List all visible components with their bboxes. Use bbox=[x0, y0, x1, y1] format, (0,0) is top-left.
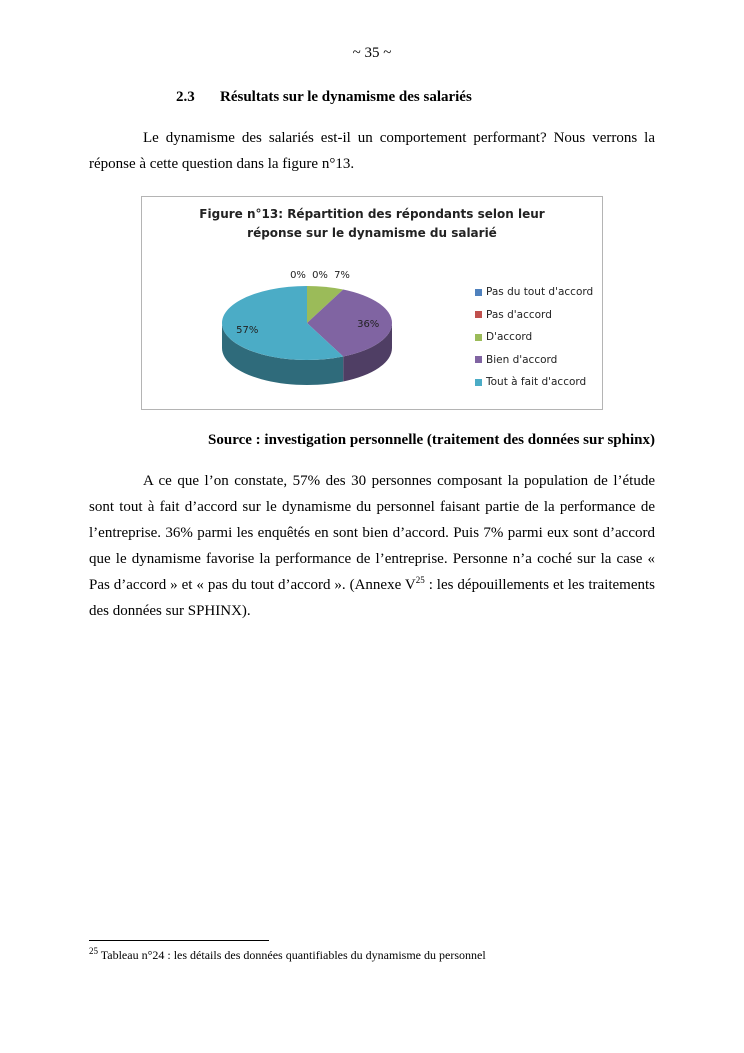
legend-swatch-2 bbox=[475, 334, 482, 341]
footnote-text: Tableau n°24 : les détails des données quantifiables du dynamisme du personnel bbox=[98, 948, 486, 962]
legend-swatch-0 bbox=[475, 289, 482, 296]
intro-text: Le dynamisme des salariés est-il un comportement performant? Nous verrons la réponse à cette question dans la figure n°13. bbox=[89, 130, 655, 172]
analysis-text: A ce que l’on constate, 57% des 30 personnes composant la population de l’étude sont tout à fait d’accord sur le dynamisme du personnel faisant partie de la performance de l’entreprise. 36% parmi les enquêtés en sont bien d’accord. Puis 7% parmi eux sont d’accord que le dynamisme favorise la performance de l’entreprise. Personne n’a coché sur la case « Pas d’accord » et « pas du tout d’accord ». (Annexe V bbox=[89, 473, 655, 593]
footnote-separator bbox=[89, 940, 269, 941]
legend-label-3: Bien d'accord bbox=[486, 353, 558, 366]
chart-legend bbox=[475, 281, 593, 394]
pie-label-1: 0% bbox=[312, 270, 328, 281]
analysis-text-end: : les dépouillements et les traitements des données sur SPHINX). bbox=[89, 577, 656, 619]
section-number: 2.3 bbox=[176, 89, 195, 105]
legend-label-2: D'accord bbox=[486, 331, 533, 344]
legend-label-4: Tout à fait d'accord bbox=[486, 376, 587, 389]
section-heading bbox=[176, 89, 472, 106]
footnote-number: 25 bbox=[89, 946, 98, 956]
legend-swatch-3 bbox=[475, 356, 482, 363]
legend-item-4 bbox=[475, 371, 593, 394]
chart-title-line-2: réponse sur le dynamisme du salarié bbox=[247, 226, 497, 240]
legend-item-1 bbox=[475, 304, 593, 327]
pie-label-0: 0% bbox=[290, 270, 306, 281]
figure-source: Source : investigation personnelle (traitement des données sur sphinx) bbox=[208, 432, 655, 448]
intro-paragraph bbox=[89, 125, 655, 177]
footnote bbox=[89, 948, 486, 963]
legend-item-2 bbox=[475, 326, 593, 349]
legend-item-3 bbox=[475, 349, 593, 372]
page-number: ~ 35 ~ bbox=[352, 45, 392, 61]
pie-chart-figure bbox=[141, 196, 603, 410]
analysis-paragraph bbox=[89, 468, 655, 624]
pie-label-2: 7% bbox=[334, 270, 350, 281]
pie-label-4: 57% bbox=[236, 324, 259, 336]
legend-item-0 bbox=[475, 281, 593, 304]
chart-title-line-1: Figure n°13: Répartition des répondants selon leur bbox=[199, 207, 545, 221]
legend-label-0: Pas du tout d'accord bbox=[486, 286, 594, 299]
legend-swatch-1 bbox=[475, 311, 482, 318]
legend-label-1: Pas d'accord bbox=[486, 308, 552, 321]
section-title: Résultats sur le dynamisme des salariés bbox=[220, 89, 472, 105]
footnote-reference: 25 bbox=[415, 575, 425, 585]
legend-swatch-4 bbox=[475, 379, 482, 386]
pie-label-3: 36% bbox=[357, 319, 380, 330]
